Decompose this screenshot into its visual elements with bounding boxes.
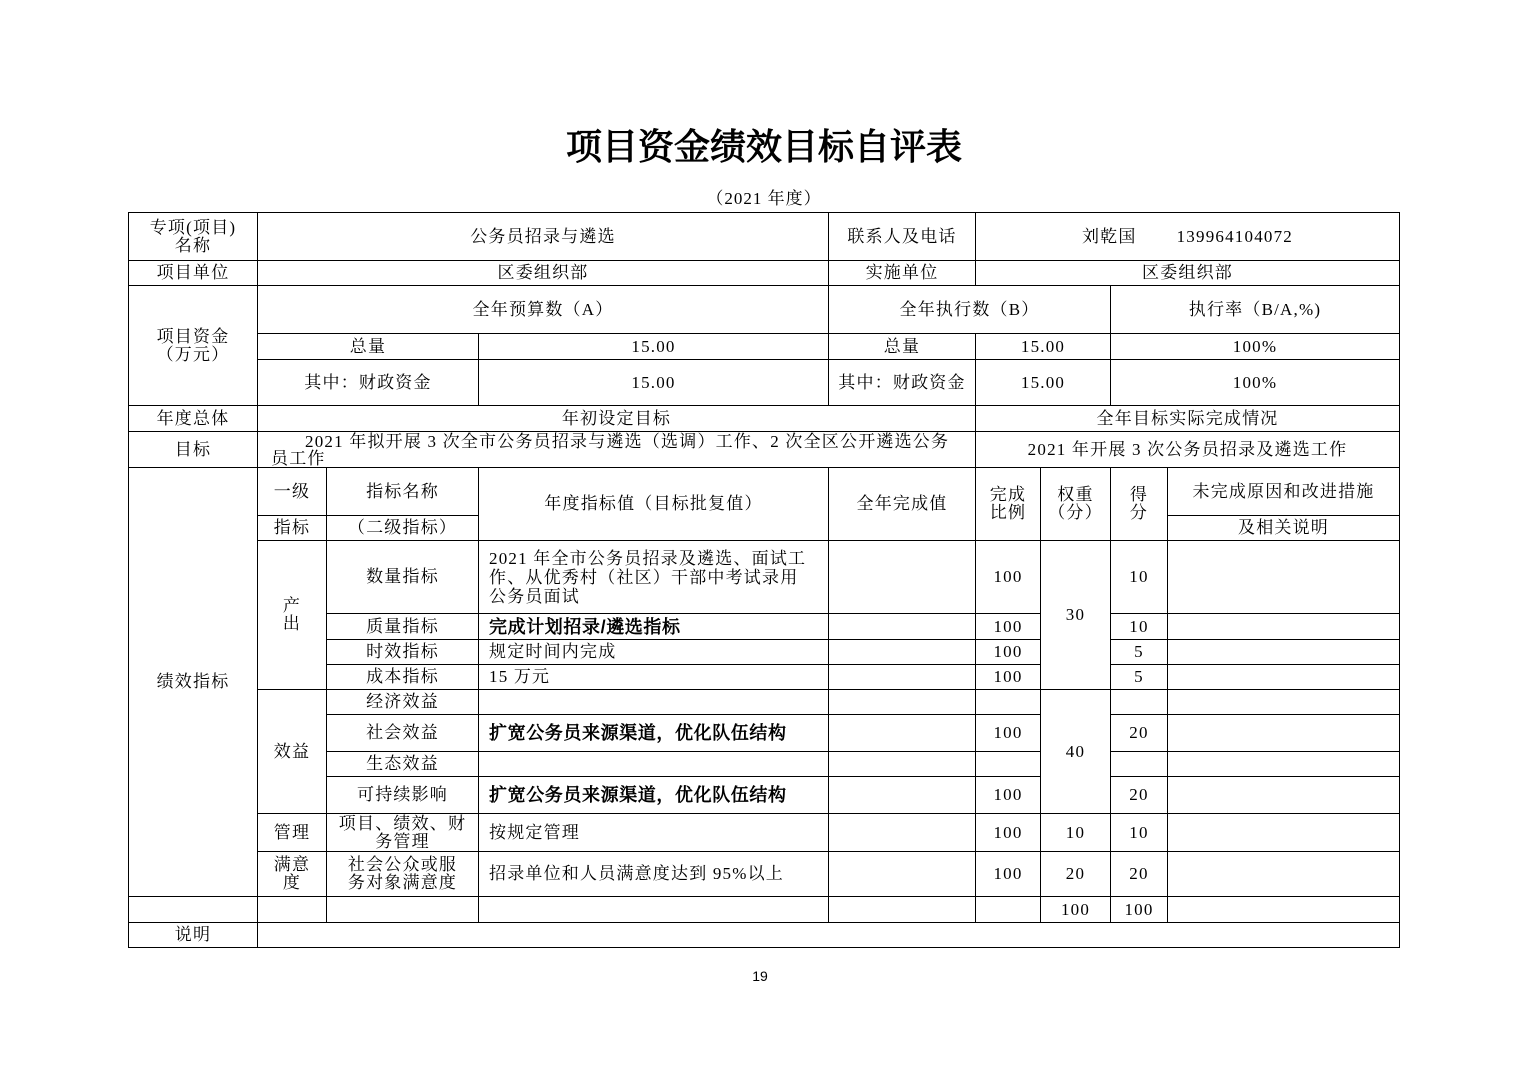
indicator-notes-quantity (1168, 541, 1400, 614)
indicator-ratio-quality: 100 (976, 614, 1041, 640)
total-weight: 100 (1041, 897, 1111, 923)
indicator-target-satisfaction: 招录单位和人员满意度达到 95%以上 (479, 852, 829, 897)
indicator-score-ecological (1111, 752, 1168, 777)
indicator-target-economic (479, 690, 829, 715)
actual-goal-text: 2021 年开展 3 次公务员招录及遴选工作 (976, 432, 1400, 468)
indicator-ratio-economic (976, 690, 1041, 715)
indicator-target-sustainable: 扩宽公务员来源渠道，优化队伍结构 (479, 777, 829, 814)
indicator-score-management: 10 (1111, 814, 1168, 852)
indicator-name-sustainable: 可持续影响 (327, 777, 479, 814)
indicator-notes-management (1168, 814, 1400, 852)
budget-header: 全年预算数（A） (258, 286, 829, 334)
target-value-header: 年度指标值（目标批复值） (479, 468, 829, 541)
indicator-name-header-sub: （二级指标） (327, 516, 479, 541)
indicator-score-social: 20 (1111, 715, 1168, 752)
indicator-actual-cost (829, 665, 976, 690)
indicator-score-timeliness: 5 (1111, 640, 1168, 665)
indicator-target-social: 扩宽公务员来源渠道，优化队伍结构 (479, 715, 829, 752)
group-benefit-weight: 40 (1041, 690, 1111, 814)
indicator-name-social: 社会效益 (327, 715, 479, 752)
project-name-label: 专项(项目) 名称 (129, 213, 258, 261)
rate-fiscal-value: 100% (1111, 360, 1400, 406)
planned-goal-header: 年初设定目标 (258, 406, 976, 432)
indicator-actual-timeliness (829, 640, 976, 665)
indicator-name-quantity: 数量指标 (327, 541, 479, 614)
group-satisfaction: 满意 度 (258, 852, 327, 897)
rate-total-value: 100% (1111, 334, 1400, 360)
indicator-ratio-social: 100 (976, 715, 1041, 752)
budget-total-label: 总量 (258, 334, 479, 360)
weight-header: 权重 （分） (1041, 468, 1111, 541)
group-management: 管理 (258, 814, 327, 852)
indicator-target-timeliness: 规定时间内完成 (479, 640, 829, 665)
indicator-score-economic (1111, 690, 1168, 715)
document-title: 项目资金绩效目标自评表 (565, 126, 962, 167)
indicator-score-quality: 10 (1111, 614, 1168, 640)
indicator-score-sustainable: 20 (1111, 777, 1168, 814)
totals-empty-level1 (258, 897, 327, 923)
contact-name: 刘乾国 (1081, 226, 1137, 246)
indicator-notes-economic (1168, 690, 1400, 715)
evaluation-table (128, 212, 1400, 948)
indicator-name-ecological: 生态效益 (327, 752, 479, 777)
executed-total-value: 15.00 (976, 334, 1111, 360)
indicator-target-cost: 15 万元 (479, 665, 829, 690)
indicator-actual-quantity (829, 541, 976, 614)
indicator-notes-cost (1168, 665, 1400, 690)
indicator-actual-sustainable (829, 777, 976, 814)
project-name-value: 公务员招录与遴选 (258, 213, 829, 261)
indicator-actual-economic (829, 690, 976, 715)
indicator-ratio-satisfaction: 100 (976, 852, 1041, 897)
project-unit-value: 区委组织部 (258, 261, 829, 286)
group-management-weight: 10 (1041, 814, 1111, 852)
planned-goal-text: 2021 年拟开展 3 次全市公务员招录与遴选（选调）工作、2 次全区公开遴选公务员工作 (258, 432, 976, 468)
indicator-name-economic: 经济效益 (327, 690, 479, 715)
executed-total-label: 总量 (829, 334, 976, 360)
indicator-name-timeliness: 时效指标 (327, 640, 479, 665)
indicator-name-management: 项目、绩效、财 务管理 (327, 814, 479, 852)
indicator-name-cost: 成本指标 (327, 665, 479, 690)
indicator-notes-ecological (1168, 752, 1400, 777)
indicator-score-cost: 5 (1111, 665, 1168, 690)
score-header: 得 分 (1111, 468, 1168, 541)
notes-value (258, 923, 1400, 948)
level1-header: 一级 (258, 468, 327, 516)
indicator-notes-satisfaction (1168, 852, 1400, 897)
total-score: 100 (1111, 897, 1168, 923)
budget-fiscal-label: 其中：财政资金 (258, 360, 479, 406)
indicator-ratio-timeliness: 100 (976, 640, 1041, 665)
indicator-notes-sustainable (1168, 777, 1400, 814)
rate-header: 执行率（B/A,%) (1111, 286, 1400, 334)
contact-phone: 139964104072 (1176, 226, 1293, 246)
indicator-score-quantity: 10 (1111, 541, 1168, 614)
indicator-name-quality: 质量指标 (327, 614, 479, 640)
indicator-score-satisfaction: 20 (1111, 852, 1168, 897)
indicator-target-ecological (479, 752, 829, 777)
indicator-ratio-sustainable: 100 (976, 777, 1041, 814)
totals-empty-ratio (976, 897, 1041, 923)
impl-unit-value: 区委组织部 (976, 261, 1400, 286)
group-output: 产 出 (258, 541, 327, 690)
indicator-notes-timeliness (1168, 640, 1400, 665)
notes-label: 说明 (129, 923, 258, 948)
totals-empty-notes (1168, 897, 1400, 923)
indicator-notes-social (1168, 715, 1400, 752)
indicator-ratio-ecological (976, 752, 1041, 777)
impl-unit-label: 实施单位 (829, 261, 976, 286)
performance-indicators-label: 绩效指标 (129, 468, 258, 897)
budget-fiscal-value: 15.00 (479, 360, 829, 406)
group-output-weight: 30 (1041, 541, 1111, 690)
group-benefit: 效益 (258, 690, 327, 814)
totals-empty-actual (829, 897, 976, 923)
indicator-notes-quality (1168, 614, 1400, 640)
totals-empty-name (327, 897, 479, 923)
indicator-ratio-management: 100 (976, 814, 1041, 852)
indicator-target-management: 按规定管理 (479, 814, 829, 852)
totals-empty-target (479, 897, 829, 923)
year-subtitle: （2021 年度） (706, 189, 822, 208)
notes-header-sub: 及相关说明 (1168, 516, 1400, 541)
project-unit-label: 项目单位 (129, 261, 258, 286)
executed-header: 全年执行数（B） (829, 286, 1111, 334)
indicator-actual-satisfaction (829, 852, 976, 897)
contact-label: 联系人及电话 (829, 213, 976, 261)
group-satisfaction-weight: 20 (1041, 852, 1111, 897)
indicator-ratio-cost: 100 (976, 665, 1041, 690)
executed-fiscal-label: 其中：财政资金 (829, 360, 976, 406)
executed-fiscal-value: 15.00 (976, 360, 1111, 406)
completion-ratio-header: 完成 比例 (976, 468, 1041, 541)
indicator-actual-management (829, 814, 976, 852)
notes-header: 未完成原因和改进措施 (1168, 468, 1400, 516)
page-number: 19 (752, 968, 768, 984)
contact-value (976, 213, 1400, 261)
indicator-target-quantity: 2021 年全市公务员招录及遴选、面试工作、从优秀村（社区）干部中考试录用公务员面试 (479, 541, 829, 614)
indicator-actual-social (829, 715, 976, 752)
indicator-target-quality: 完成计划招录/遴选指标 (479, 614, 829, 640)
actual-goal-header: 全年目标实际完成情况 (976, 406, 1400, 432)
funds-label: 项目资金 （万元） (129, 286, 258, 406)
level1-header-sub: 指标 (258, 516, 327, 541)
indicator-actual-ecological (829, 752, 976, 777)
indicator-actual-quality (829, 614, 976, 640)
annual-goal-label-top: 年度总体 (129, 406, 258, 432)
indicator-name-satisfaction: 社会公众或服 务对象满意度 (327, 852, 479, 897)
budget-total-value: 15.00 (479, 334, 829, 360)
annual-goal-label-bottom: 目标 (129, 432, 258, 468)
indicator-name-header: 指标名称 (327, 468, 479, 516)
totals-label-cell (129, 897, 258, 923)
indicator-ratio-quantity: 100 (976, 541, 1041, 614)
actual-value-header: 全年完成值 (829, 468, 976, 541)
